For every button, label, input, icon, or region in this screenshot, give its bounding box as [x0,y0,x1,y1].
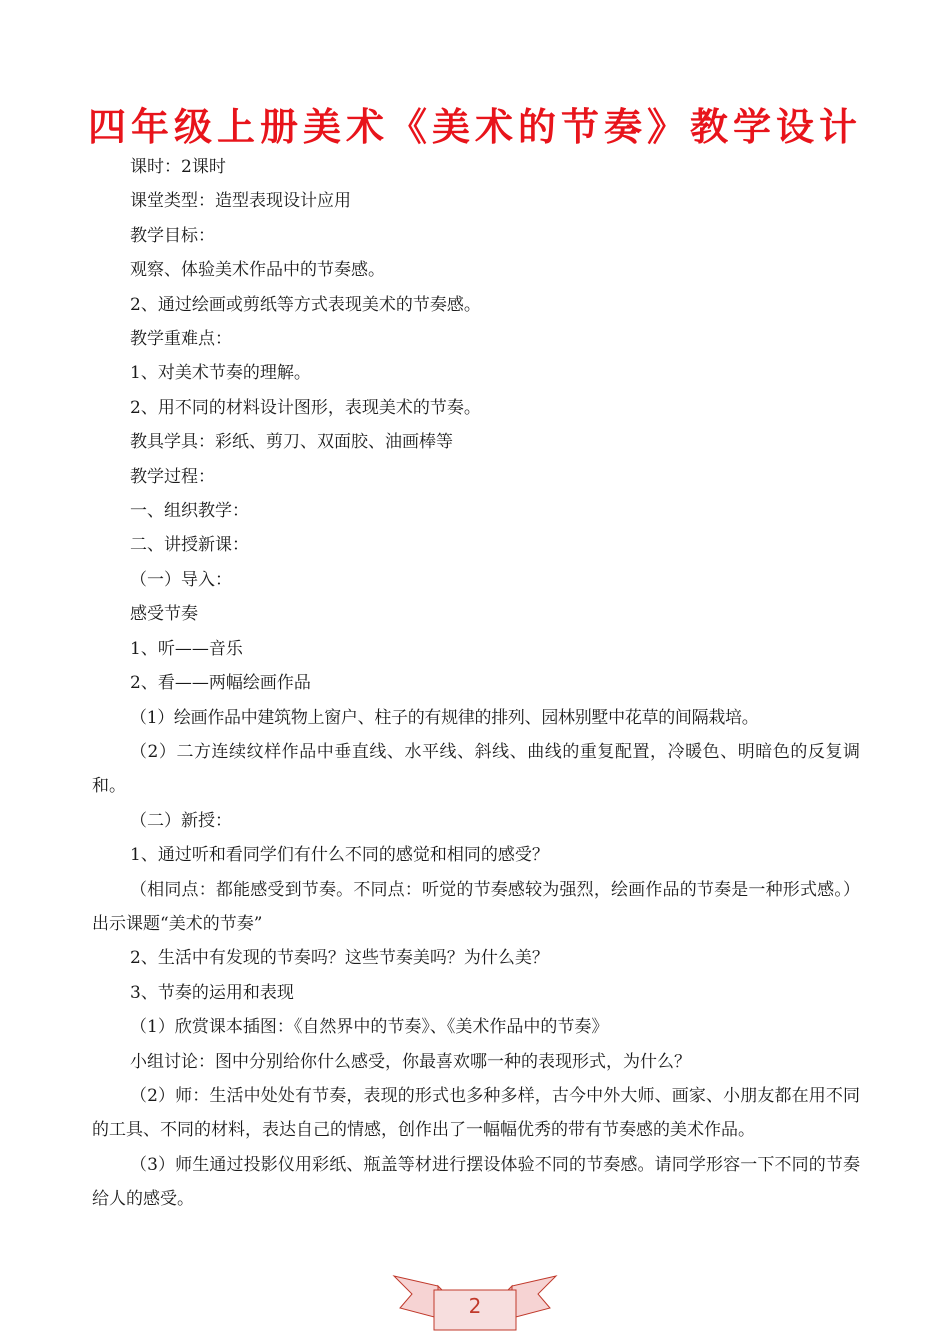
paragraph: 1、通过听和看同学们有什么不同的感觉和相同的感受？ [130,845,549,866]
paragraph: 3、节奏的运用和表现 [130,982,294,1003]
document-title: 四年级上册美术《美术的节奏》教学设计 [87,105,862,149]
paragraph: 1、听——音乐 [130,638,243,659]
paragraph: 观察、体验美术作品中的节奏感。 [130,260,385,281]
paragraph: （二）新授： [130,810,232,831]
paragraph: 2、通过绘画或剪纸等方式表现美术的节奏感。 [130,294,481,315]
paragraph: （2）师：生活中处处有节奏，表现的形式也多种多样，古今中外大师、画家、小朋友都在用不同的工具、不同的材料，表达自己的情感，创作出了一幅幅优秀的带有节奏感的美术作品。 [92,1085,860,1141]
paragraph: 教学过程： [130,466,215,487]
paragraph: 1、对美术节奏的理解。 [130,363,311,384]
paragraph: （2）二方连续纹样作品中垂直线、水平线、斜线、曲线的重复配置，冷暖色、明暗色的反复调和。 [92,741,860,797]
paragraph: 2、生活中有发现的节奏吗？这些节奏美吗？为什么美？ [130,948,549,969]
paragraph: （1）绘画作品中建筑物上窗户、柱子的有规律的排列、园林别墅中花草的间隔栽培。 [130,707,759,728]
paragraph: 2、看——两幅绘画作品 [130,673,311,694]
paragraph: （1）欣赏课本插图：《自然界中的节奏》、《美术作品中的节奏》 [130,1017,609,1038]
paragraph: （相同点：都能感受到节奏。不同点：听觉的节奏感较为强烈，绘画作品的节奏是一种形式感。）出示课题“美术的节奏” [92,879,860,934]
paragraph: 小组讨论：图中分别给你什么感受，你最喜欢哪一种的表现形式，为什么？ [130,1051,691,1072]
paragraph: 二、讲授新课： [130,535,249,556]
paragraph: （3）师生通过投影仪用彩纸、瓶盖等材进行摆设体验不同的节奏感。请同学形容一下不同的节奏给人的感受。 [92,1154,860,1210]
paragraph: 课时：2课时 [130,157,226,177]
page-number: 2 [468,1294,482,1318]
paragraph: 教具学具：彩纸、剪刀、双面胶、油画棒等 [130,432,453,453]
paragraph: 教学目标： [130,225,215,246]
paragraph: （一）导入： [130,569,232,590]
paragraph: 感受节奏 [130,604,198,625]
paragraph: 课堂类型：造型表现设计应用 [130,191,351,212]
paragraph: 教学重难点： [130,329,232,350]
document-body [92,150,860,1217]
paragraph: 2、用不同的材料设计图形，表现美术的节奏。 [130,397,481,418]
paragraph: 一、组织教学： [130,501,249,522]
